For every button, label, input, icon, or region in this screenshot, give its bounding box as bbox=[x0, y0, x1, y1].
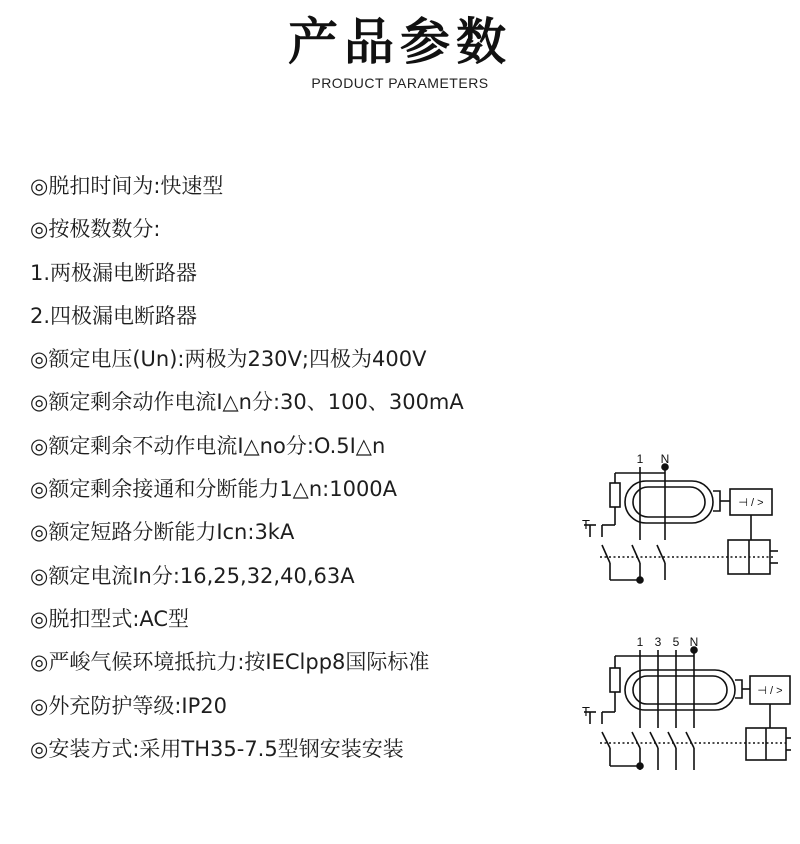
terminal-label: 5 bbox=[672, 635, 680, 649]
spec-item-residual-non-operating-current: ◎额定剩余不动作电流I△no分:O.5I△n bbox=[30, 433, 386, 458]
page-title: 产品参数 bbox=[288, 13, 512, 71]
spec-item-installation: ◎安装方式:采用TH35-7.5型钢安装安装 bbox=[30, 736, 404, 761]
terminal-label: N bbox=[689, 635, 699, 649]
spec-item-rated-voltage: ◎额定电压(Un):两极为230V;四极为400V bbox=[30, 347, 427, 372]
spec-item-short-circuit-capacity: ◎额定短路分断能力Icn:3kA bbox=[30, 520, 295, 545]
terminal-label: 1 bbox=[636, 452, 644, 466]
page-subtitle: PRODUCT PARAMETERS bbox=[311, 75, 489, 91]
relay-label: ⊣ / > bbox=[757, 685, 783, 697]
terminal-label: 3 bbox=[654, 635, 662, 649]
spec-item-trip-time: ◎脱扣时间为:快速型 bbox=[30, 174, 224, 198]
relay-label: ⊣ / > bbox=[738, 497, 764, 509]
spec-item-trip-type: ◎脱扣型式:AC型 bbox=[30, 606, 190, 631]
terminal-label: N bbox=[660, 452, 670, 466]
spec-item-climate-resistance: ◎严峻气候环境抵抗力:按IEClpp8国际标准 bbox=[30, 650, 430, 675]
test-button-label: T bbox=[582, 704, 590, 719]
spec-item-rated-current: ◎额定电流In分:16,25,32,40,63A bbox=[30, 563, 355, 588]
spec-item-residual-making-breaking: ◎额定剩余接通和分断能力1△n:1000A bbox=[30, 477, 398, 502]
test-button-label: T bbox=[582, 517, 590, 532]
spec-list bbox=[30, 170, 590, 776]
spec-item-four-pole: 2.四极漏电断路器 bbox=[30, 303, 198, 328]
two-pole-wiring-diagram bbox=[570, 445, 785, 595]
terminal-label: 1 bbox=[636, 635, 644, 649]
spec-item-pole-count: ◎按极数数分: bbox=[30, 217, 161, 242]
four-pole-wiring-diagram bbox=[570, 628, 792, 778]
spec-item-two-pole: 1.两极漏电断路器 bbox=[30, 260, 198, 285]
spec-item-residual-operating-current: ◎额定剩余动作电流I△n分:30、100、300mA bbox=[30, 390, 464, 415]
spec-item-protection-grade: ◎外充防护等级:IP20 bbox=[30, 693, 227, 718]
